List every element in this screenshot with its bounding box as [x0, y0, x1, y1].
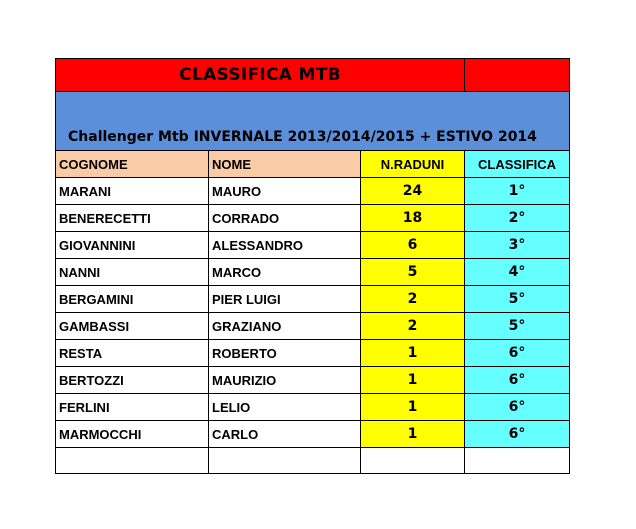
cell-raduni: 18 [361, 205, 465, 232]
table-row [56, 232, 570, 259]
cell-surname: RESTA [56, 340, 209, 367]
title-row [56, 59, 570, 92]
cell-raduni: 2 [361, 286, 465, 313]
table-row [56, 340, 570, 367]
cell-rank: 4° [465, 259, 570, 286]
cell-raduni: 1 [361, 367, 465, 394]
cell-rank: 6° [465, 421, 570, 448]
cell-firstname: ALESSANDRO [209, 232, 361, 259]
cell-rank: 1° [465, 178, 570, 205]
sheet-subtitle: Challenger Mtb INVERNALE 2013/2014/2015 + ESTIVO 2014 [56, 92, 570, 151]
header-rank: CLASSIFICA [465, 151, 570, 178]
table-row [56, 178, 570, 205]
cell-firstname: LELIO [209, 394, 361, 421]
empty-cell [56, 448, 209, 474]
cell-raduni: 24 [361, 178, 465, 205]
table-row [56, 313, 570, 340]
table-row [56, 421, 570, 448]
ranking-table [55, 58, 570, 474]
cell-rank: 5° [465, 313, 570, 340]
cell-raduni: 1 [361, 394, 465, 421]
cell-raduni: 6 [361, 232, 465, 259]
empty-cell [209, 448, 361, 474]
cell-rank: 6° [465, 394, 570, 421]
cell-firstname: PIER LUIGI [209, 286, 361, 313]
cell-firstname: GRAZIANO [209, 313, 361, 340]
cell-surname: FERLINI [56, 394, 209, 421]
cell-raduni: 2 [361, 313, 465, 340]
cell-rank: 6° [465, 367, 570, 394]
cell-rank: 5° [465, 286, 570, 313]
table-row [56, 394, 570, 421]
table-row [56, 286, 570, 313]
cell-surname: BENERECETTI [56, 205, 209, 232]
empty-row [56, 448, 570, 474]
header-raduni: N.RADUNI [361, 151, 465, 178]
cell-raduni: 5 [361, 259, 465, 286]
cell-surname: GIOVANNINI [56, 232, 209, 259]
header-firstname: NOME [209, 151, 361, 178]
subtitle-row [56, 92, 570, 151]
cell-firstname: MAURIZIO [209, 367, 361, 394]
header-row [56, 151, 570, 178]
cell-raduni: 1 [361, 421, 465, 448]
cell-surname: MARMOCCHI [56, 421, 209, 448]
cell-firstname: MAURO [209, 178, 361, 205]
empty-cell [465, 448, 570, 474]
cell-surname: NANNI [56, 259, 209, 286]
table-row [56, 205, 570, 232]
cell-rank: 3° [465, 232, 570, 259]
header-surname: COGNOME [56, 151, 209, 178]
cell-surname: BERGAMINI [56, 286, 209, 313]
cell-surname: GAMBASSI [56, 313, 209, 340]
empty-cell [361, 448, 465, 474]
cell-raduni: 1 [361, 340, 465, 367]
cell-firstname: ROBERTO [209, 340, 361, 367]
cell-rank: 2° [465, 205, 570, 232]
cell-surname: MARANI [56, 178, 209, 205]
sheet-title: CLASSIFICA MTB [56, 59, 465, 92]
cell-firstname: MARCO [209, 259, 361, 286]
table-row [56, 259, 570, 286]
cell-firstname: CARLO [209, 421, 361, 448]
cell-firstname: CORRADO [209, 205, 361, 232]
cell-surname: BERTOZZI [56, 367, 209, 394]
title-empty-cell [465, 59, 570, 92]
table-row [56, 367, 570, 394]
cell-rank: 6° [465, 340, 570, 367]
